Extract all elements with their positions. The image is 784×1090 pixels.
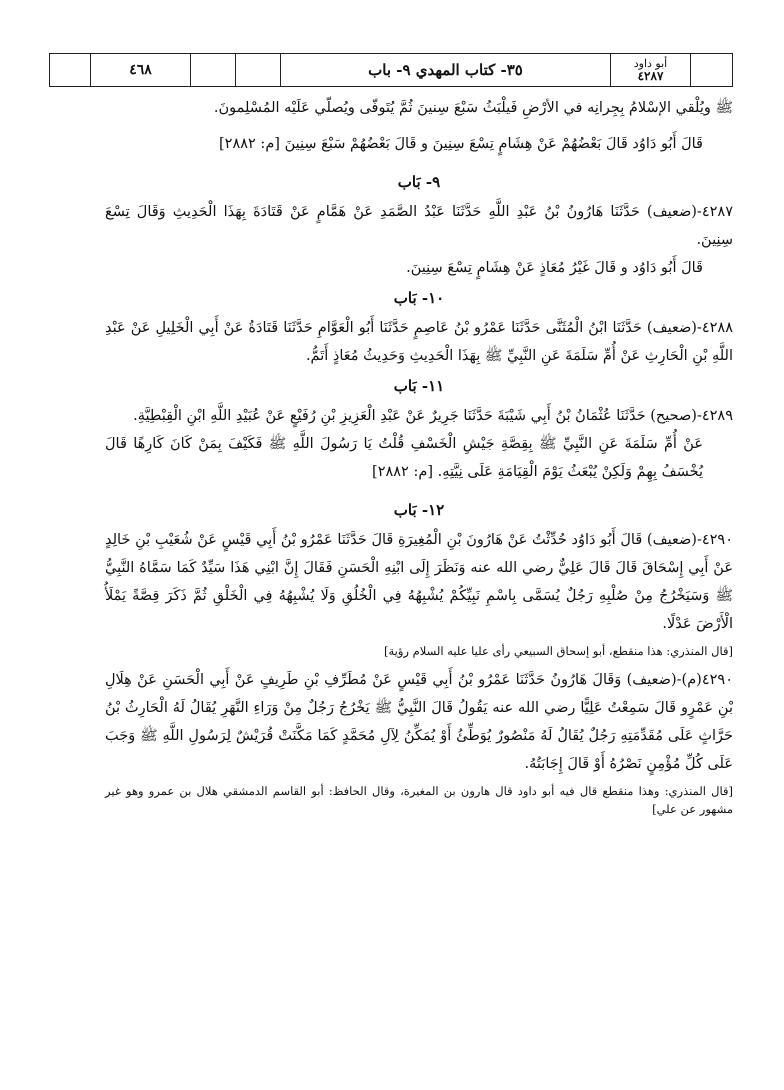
footnote-mundhiri-2: [قال المنذري: وهذا منقطع قال فيه أبو داود قال هارون بن المغيرة، وقال الحافظ: أبو القاسم الدمشقي هلال بن عمرو وهو غير مشهور عن علي]	[105, 784, 733, 816]
header-cell-empty	[190, 54, 235, 86]
header-cell-empty	[235, 54, 280, 86]
page-body	[105, 94, 733, 824]
footnote-mundhiri-1: [قال المنذري: هذا منقطع، أبو إسحاق السبيعي رأى عليا عليه السلام رؤية]	[384, 644, 733, 658]
hadith-4289-matn: عَنْ أُمِّ سَلَمَةَ عَنِ النَّبِيِّ ﷺ بِقِصَّةِ جَيْشِ الْخَسْفِ قُلْتُ يَا رَسُولَ اللَّهِ ﷺ فَكَيْفَ بِمَنْ كَانَ كَارِهًا قَالَ يُخْسَفُ بِهِمْ وَلَكِنْ يُبْعَثُ يَوْمَ الْقِيَامَةِ عَلَى نِيَّتِهِ. [م: ٢٨٨٢]	[105, 436, 703, 480]
header-reference	[610, 54, 690, 86]
hadith-range-number: ٤٢٨٧	[637, 69, 664, 83]
hadith-4287: ٤٢٨٧-(ضعيف) حَدَّثَنَا هَارُونُ بْنُ عَبْدِ اللَّهِ حَدَّثَنَا عَبْدُ الصَّمَدِ عَنْ هَمَّامٍ عَنْ قَتَادَةَ بِهَذَا الْحَدِيثِ وَقَالَ تِسْعَ سِنِينَ.	[105, 204, 733, 248]
hadith-4290m: ٤٢٩٠(م)-(ضعيف) وَقَالَ هَارُونُ حَدَّثَنَا عَمْرُو بْنُ أَبِي قَيْسٍ عَنْ مُطَرِّفِ بْنِ طَرِيفٍ عَنْ أَبِي الْحَسَنِ عَنْ هِلَالِ بْنِ عَمْرٍو قَالَ سَمِعْتُ عَلِيًّا رضي الله عنه يَقُولُ قَالَ النَّبِيُّ ﷺ يَخْرُجُ رَجُلٌ مِنْ وَرَاءِ النَّهَرِ يُقَالُ لَهُ الْحَارِثُ بْنُ حَرَّاثٍ عَلَى مُقَدِّمَتِهِ رَجُلٌ يُقَالُ لَهُ مَنْصُورٌ يُوَطِّئُ أَوْ يُمَكِّنُ لِآلِ مُحَمَّدٍ كَمَا مَكَّنَتْ قُرَيْشٌ لِرَسُولِ اللَّهِ ﷺ وَجَبَ عَلَى كُلِّ مُؤْمِنٍ نَصْرُهُ أَوْ قَالَ إِجَابَتُهُ.	[105, 672, 733, 772]
chapter-heading-9: ٩- بَاب	[397, 173, 441, 191]
paragraph-abu-dawud-note: قَالَ أَبُو دَاوُد قَالَ بَعْضُهُمْ عَنْ هِشَامٍ تِسْعَ سِنِينَ و قَالَ بَعْضُهُمْ سَبْعَ سِنِينَ [م: ٢٨٨٢]	[219, 136, 703, 152]
hadith-4289: ٤٢٨٩-(صحيح) حَدَّثَنَا عُثْمَانُ بْنُ أَبِي شَيْبَةَ حَدَّثَنَا جَرِيرٌ عَنْ عَبْدِ الْعَزِيزِ بْنِ رُفَيْعٍ عَنْ عُبَيْدِ اللَّهِ ابْنِ الْقِبْطِيَّةِ.	[133, 408, 733, 424]
header-cell-empty-right	[690, 54, 732, 86]
chapter-heading-10: ١٠- بَاب	[393, 289, 445, 307]
header-cell-empty-left	[50, 54, 90, 86]
book-title: ٣٥- كتاب المهدي ٩- باب	[280, 54, 610, 86]
chapter-heading-11: ١١- بَاب	[393, 377, 445, 395]
author-name: أبو داود	[633, 57, 668, 70]
page-header-table	[49, 53, 733, 87]
chapter-heading-12: ١٢- بَاب	[393, 501, 445, 519]
hadith-4288: ٤٢٨٨-(ضعيف) حَدَّثَنَا ابْنُ الْمُثَنَّى حَدَّثَنَا عَمْرُو بْنُ عَاصِمٍ حَدَّثَنَا أَبُو الْعَوَّامِ حَدَّثَنَا قَتَادَةُ عَنْ أَبِي الْخَلِيلِ عَنْ عَبْدِ اللَّهِ بْنِ الْحَارِثِ عَنْ أُمِّ سَلَمَةَ عَنِ النَّبِيِّ ﷺ بِهَذَا الْحَدِيثِ وَحَدِيثُ مُعَاذٍ أَتَمُّ.	[105, 320, 733, 364]
paragraph-abu-dawud-note-2: قَالَ أَبُو دَاوُد و قَالَ غَيْرُ مُعَاذٍ عَنْ هِشَامٍ تِسْعَ سِنِينَ.	[406, 260, 703, 276]
paragraph-continuation: ﷺ ويُلْقي الإسْلامُ بِجِرانِه في الأرْضِ فَيلْبَثُ سَبْعَ سِنينَ ثُمَّ يُتَوفّى ويُصلّي عَلَيْه المُسْلِمونَ.	[213, 100, 733, 116]
page-number: ٤٦٨	[90, 54, 190, 86]
hadith-4290: ٤٢٩٠-(ضعيف) قَالَ أَبُو دَاوُد حُدِّثْتُ عَنْ هَارُونَ بْنِ الْمُغِيرَةِ قَالَ حَدَّثَنَا عَمْرُو بْنُ أَبِي قَيْسٍ عَنْ شُعَيْبِ بْنِ خَالِدٍ عَنْ أَبِي إِسْحَاقَ قَالَ قَالَ عَلِيٌّ رضي الله عنه وَنَظَرَ إِلَى ابْنِهِ الْحَسَنِ فَقَالَ إِنَّ ابْنِي هَذَا سَيِّدٌ كَمَا سَمَّاهُ النَّبِيُّ ﷺ وَسَيَخْرُجُ مِنْ صُلْبِهِ رَجُلٌ يُسَمَّى بِاسْمِ نَبِيِّكُمْ يُشْبِهُهُ فِي الْخُلُقِ وَلَا يُشْبِهُهُ فِي الْخَلْقِ ثُمَّ ذَكَرَ قِصَّةً يَمْلَأُ الْأَرْضَ عَدْلًا.	[105, 532, 734, 632]
